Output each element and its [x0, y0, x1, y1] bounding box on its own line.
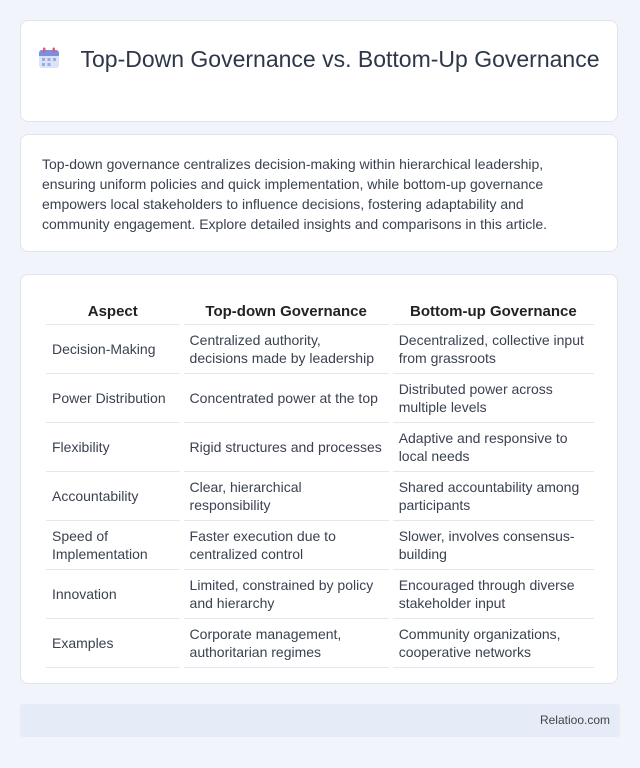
cell-top-down: Concentrated power at the top: [184, 374, 389, 423]
table-row: [46, 619, 594, 668]
cell-bottom-up: Distributed power across multiple levels: [393, 374, 594, 423]
cell-aspect: Power Distribution: [46, 374, 180, 423]
cell-top-down: Centralized authority, decisions made by leadership: [184, 325, 389, 374]
comparison-card: [20, 274, 618, 684]
table-row: [46, 374, 594, 423]
table-row: [46, 423, 594, 472]
cell-top-down: Limited, constrained by policy and hierarchy: [184, 570, 389, 619]
title-card: [20, 20, 618, 122]
cell-aspect: Innovation: [46, 570, 180, 619]
comparison-table: [42, 295, 598, 668]
calendar-icon: [38, 47, 60, 69]
header-top-down: Top-down Governance: [184, 295, 389, 325]
table-row: [46, 325, 594, 374]
cell-bottom-up: Community organizations, cooperative networks: [393, 619, 594, 668]
cell-top-down: Rigid structures and processes: [184, 423, 389, 472]
page-title: [21, 45, 617, 74]
footer-brand[interactable]: Relatioo.com: [539, 713, 610, 727]
cell-bottom-up: Slower, involves consensus-building: [393, 521, 594, 570]
header-bottom-up: Bottom-up Governance: [393, 295, 594, 325]
cell-bottom-up: Encouraged through diverse stakeholder input: [393, 570, 594, 619]
cell-top-down: Corporate management, authoritarian regimes: [184, 619, 389, 668]
table-row: [46, 521, 594, 570]
cell-bottom-up: Adaptive and responsive to local needs: [393, 423, 594, 472]
cell-aspect: Speed of Implementation: [46, 521, 180, 570]
footer-bar: [20, 704, 620, 737]
table-row: [46, 570, 594, 619]
intro-card: [20, 134, 618, 252]
cell-aspect: Examples: [46, 619, 180, 668]
title-text: Top-Down Governance vs. Bottom-Up Governance: [80, 46, 600, 72]
cell-top-down: Faster execution due to centralized control: [184, 521, 389, 570]
cell-aspect: Accountability: [46, 472, 180, 521]
cell-bottom-up: Shared accountability among participants: [393, 472, 594, 521]
table-header-row: [46, 295, 594, 325]
intro-paragraph: Top-down governance centralizes decision-making within hierarchical leadership, ensuring uniform policies and quick implementation, while bottom-up governance empowers local stakeholders to influence decisions, fostering adaptability and community engagement. Explore detailed insights and comparisons in this article.: [42, 156, 548, 232]
cell-aspect: Flexibility: [46, 423, 180, 472]
cell-aspect: Decision-Making: [46, 325, 180, 374]
header-aspect: Aspect: [46, 295, 180, 325]
cell-top-down: Clear, hierarchical responsibility: [184, 472, 389, 521]
cell-bottom-up: Decentralized, collective input from grassroots: [393, 325, 594, 374]
table-row: [46, 472, 594, 521]
